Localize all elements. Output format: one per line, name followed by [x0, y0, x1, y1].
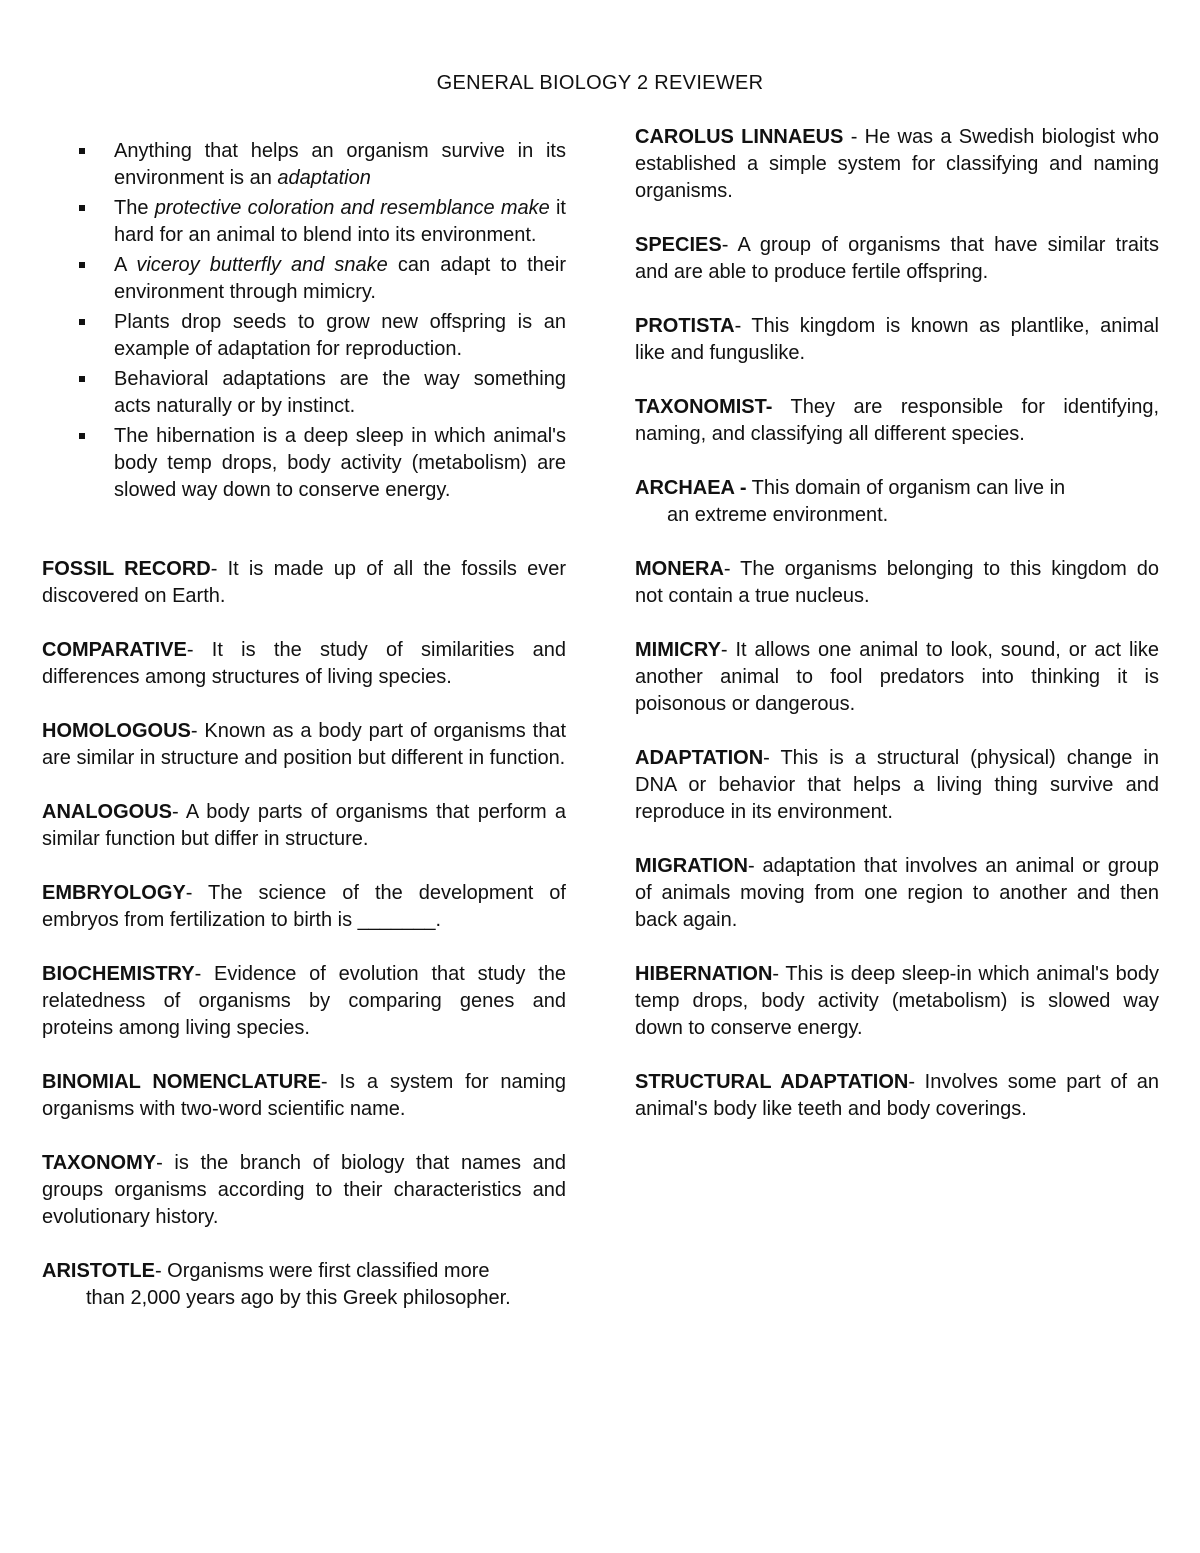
term-aristotle: ARISTOTLE- Organisms were first classified more than 2,000 years ago by this Greek philosopher.: [42, 1260, 511, 1309]
list-item: Plants drop seeds to grow new offspring is an example of adaptation for reproduction.: [42, 309, 566, 363]
term-hibernation: HIBERNATION- This is deep sleep-in which animal's body temp drops, body activity (metabolism) is slowed way down to conserve energy.: [635, 963, 1159, 1039]
list-item: The hibernation is a deep sleep in which animal's body temp drops, body activity (metabolism) are slowed way down to conserve energy.: [42, 423, 566, 504]
term-structural-adaptation: STRUCTURAL ADAPTATION- Involves some part of an animal's body like teeth and body coverings.: [635, 1071, 1160, 1120]
term-archaea: ARCHAEA - This domain of organism can live in an extreme environment.: [635, 477, 1066, 526]
term-homologous: HOMOLOGOUS- Known as a body part of organisms that are similar in structure and position but different in function.: [42, 720, 566, 769]
term-binomial-nomenclature: BINOMIAL NOMENCLATURE- Is a system for naming organisms with two-word scientific name.: [42, 1071, 566, 1120]
square-bullet-icon: [79, 205, 85, 211]
square-bullet-icon: [79, 433, 85, 439]
list-item: The protective coloration and resemblance make it hard for an animal to blend into its environment.: [42, 195, 566, 249]
term-carolus-linnaeus: CAROLUS LINNAEUS - He was a Swedish biologist who established a simple system for classifying and naming organisms.: [635, 126, 1159, 202]
term-taxonomy: TAXONOMY- is the branch of biology that names and groups organisms according to their characteristics and evolutionary history.: [42, 1152, 566, 1228]
term-monera: MONERA- The organisms belonging to this kingdom do not contain a true nucleus.: [635, 558, 1159, 607]
page-title: GENERAL BIOLOGY 2 REVIEWER: [436, 72, 764, 94]
square-bullet-icon: [79, 319, 85, 325]
list-item: Anything that helps an organism survive in its environment is an adaptation: [42, 138, 566, 192]
square-bullet-icon: [79, 262, 85, 268]
term-analogous: ANALOGOUS- A body parts of organisms that perform a similar function but differ in structure.: [42, 801, 566, 850]
term-taxonomist: TAXONOMIST- They are responsible for identifying, naming, and classifying all different species.: [635, 396, 1159, 445]
left-terms: [42, 556, 566, 1312]
term-embryology: EMBRYOLOGY- The science of the development of embryos from fertilization to birth is _______.: [42, 882, 566, 931]
term-mimicry: MIMICRY- It allows one animal to look, sound, or act like another animal to fool predators into thinking it is poisonous or dangerous.: [635, 639, 1159, 715]
term-migration: MIGRATION- adaptation that involves an animal or group of animals moving from one region to another and then back again.: [635, 855, 1159, 931]
list-item: A viceroy butterfly and snake can adapt to their environment through mimicry.: [42, 252, 566, 306]
left-column: [42, 122, 566, 1339]
square-bullet-icon: [79, 376, 85, 382]
term-biochemistry: BIOCHEMISTRY- Evidence of evolution that study the relatedness of organisms by comparing genes and proteins among living species.: [42, 963, 566, 1039]
term-protista: PROTISTA- This kingdom is known as plantlike, animal like and funguslike.: [635, 315, 1159, 364]
right-column: [635, 124, 1159, 1150]
term-comparative: COMPARATIVE- It is the study of similarities and differences among structures of living species.: [42, 639, 566, 688]
bullet-list: [42, 138, 566, 504]
term-fossil-record: FOSSIL RECORD- It is made up of all the fossils ever discovered on Earth.: [42, 558, 567, 607]
term-adaptation: ADAPTATION- This is a structural (physical) change in DNA or behavior that helps a living thing survive and reproduce in its environment.: [635, 747, 1159, 823]
list-item: Behavioral adaptations are the way something acts naturally or by instinct.: [42, 366, 566, 420]
square-bullet-icon: [79, 148, 85, 154]
term-species: SPECIES- A group of organisms that have similar traits and are able to produce fertile offspring.: [635, 234, 1159, 283]
